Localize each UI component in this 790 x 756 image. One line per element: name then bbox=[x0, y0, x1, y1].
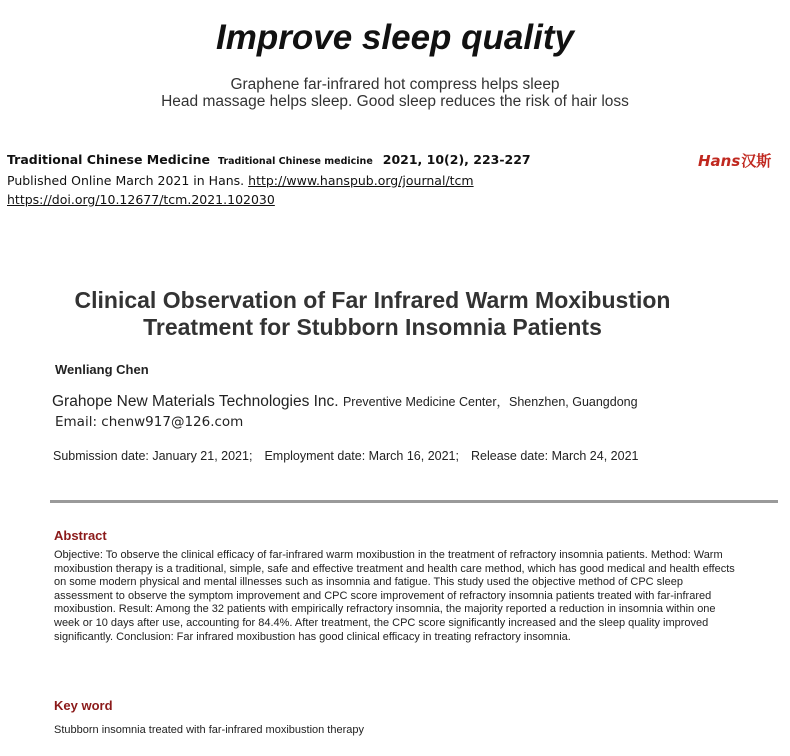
abstract-heading: Abstract bbox=[54, 528, 107, 543]
hero-subtitle-line2: Head massage helps sleep. Good sleep reduces the risk of hair loss bbox=[161, 93, 629, 110]
submission-date: Submission date: January 21, 2021; bbox=[53, 449, 253, 463]
paper-title-line1: Clinical Observation of Far Infrared Warm Moxibustion bbox=[74, 287, 671, 313]
hans-logo-cn-text: 汉斯 bbox=[741, 152, 772, 170]
paper-title-line2: Treatment for Stubborn Insomnia Patients bbox=[143, 314, 602, 340]
abstract-text: Objective: To observe the clinical efficacy of far-infrared warm moxibustion in the treatment of refractory insomnia patients. Method: Warm moxibustion therapy is a traditional, simple, safe and effective treatment and health care method, which has good medical and health effects on some modern physical and mental illnesses such as insomnia and fatigue. This study used the objective method of CPC sleep assessment to observe the symptom improvement and CPC score improvement of refractory insomnia patients treated with far-infrared moxibustion. Result: Among the 32 patients with empirically refractory insomnia, the majority reported a reduction in insomnia within one week or 10 days after use, accounting for 84.4%. After treatment, the CPC score significantly increased and the sleep quality improved significantly. Conclusion: Far infrared moxibustion has good clinical efficacy in treating refractory insomnia. bbox=[54, 549, 735, 643]
doi-link[interactable]: https://doi.org/10.12677/tcm.2021.102030 bbox=[7, 192, 275, 207]
hans-logo-text: Hans bbox=[698, 152, 741, 170]
journal-header bbox=[7, 150, 531, 209]
journal-url-link[interactable]: http://www.hanspub.org/journal/tcm bbox=[248, 173, 474, 188]
journal-name: Traditional Chinese Medicine bbox=[7, 152, 211, 167]
journal-name-small: Traditional Chinese medicine bbox=[218, 156, 373, 167]
paper-title bbox=[0, 287, 745, 341]
keyword-text: Stubborn insomnia treated with far-infrared moxibustion therapy bbox=[54, 724, 364, 736]
hero-subtitle-line1: Graphene far-infrared hot compress helps sleep bbox=[230, 76, 560, 93]
author-name: Wenliang Chen bbox=[55, 362, 149, 377]
journal-citation-line bbox=[7, 150, 531, 171]
publication-line bbox=[7, 171, 531, 190]
journal-volume: 2021, 10(2), 223-227 bbox=[382, 152, 531, 167]
doi-line bbox=[7, 190, 531, 209]
author-email: Email: chenw917@126.com bbox=[55, 414, 244, 430]
keyword-heading: Key word bbox=[54, 698, 113, 713]
release-date: Release date: March 24, 2021 bbox=[471, 449, 639, 463]
employment-date: Employment date: March 16, 2021; bbox=[264, 449, 459, 463]
published-text: Published Online March 2021 in Hans. bbox=[7, 173, 245, 188]
section-divider bbox=[50, 500, 778, 503]
affiliation-main: Grahope New Materials Technologies Inc. bbox=[52, 393, 339, 410]
publication-dates bbox=[53, 449, 638, 463]
hans-logo bbox=[698, 150, 771, 171]
hero-title: Improve sleep quality bbox=[216, 18, 574, 57]
affiliation-detail: Preventive Medicine Center，Shenzhen, Guangdong bbox=[342, 395, 638, 409]
affiliation bbox=[52, 392, 638, 411]
